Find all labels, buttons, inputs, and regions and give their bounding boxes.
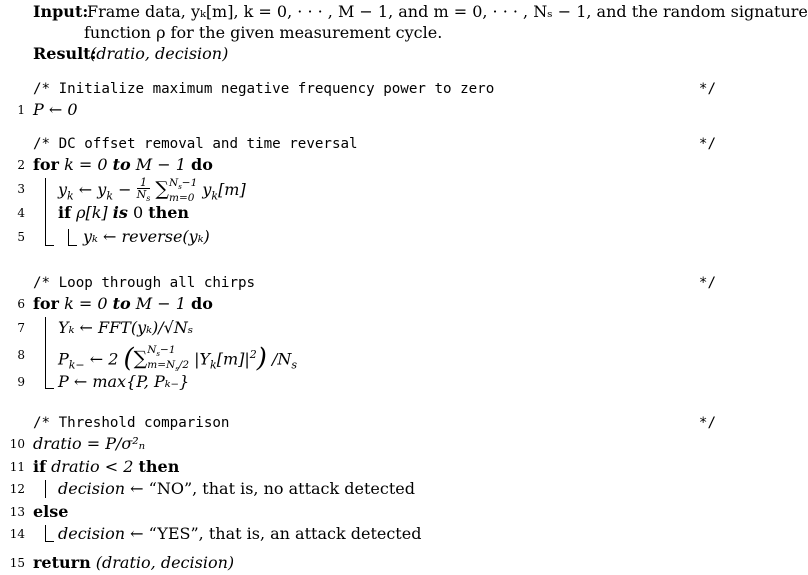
if-cond: ρ[k]: [76, 203, 108, 222]
do-keyword: do: [191, 294, 213, 313]
algo-line-1: [0, 98, 730, 122]
for-statement: [33, 292, 213, 316]
line-number: 9: [17, 375, 25, 389]
if-rho: [58, 201, 189, 225]
input-text-1: Frame data, yₖ[m], k = 0, · · · , M − 1, and m = 0, · · · , Nₛ − 1, and the random signature: [87, 2, 808, 21]
line-number: 4: [17, 206, 25, 220]
algo-line-2: [0, 153, 730, 177]
block-bar-else: [45, 525, 46, 542]
line-3-formula: $y_k$ ← $y_k$ − $\frac{1}{N_s}$ ∑ $N_s-1$ m=0 $y_k[m]$: [58, 176, 246, 204]
input-label: Input:: [33, 2, 89, 21]
block-hook-for1: [45, 245, 54, 246]
line-14-text: [58, 522, 421, 546]
comment-init-text: /* Initialize maximum negative frequency power to zero: [33, 81, 495, 97]
for-keyword: for: [33, 155, 59, 174]
line-number: 11: [9, 460, 25, 474]
algo-line-8: [0, 343, 730, 374]
input-text-2: function ρ for the given measurement cycle.: [84, 23, 443, 42]
line-number: 7: [17, 321, 25, 335]
else-keyword: else: [33, 502, 69, 521]
line-number: 8: [17, 348, 25, 362]
do-keyword: do: [191, 155, 213, 174]
for-end: M − 1: [135, 294, 186, 313]
algo-line-7: [0, 316, 730, 340]
line-number: 6: [17, 297, 25, 311]
if-keyword: if: [33, 457, 46, 476]
algo-line-14: [0, 522, 730, 546]
algo-line-10: [0, 432, 730, 456]
decision-var: decision: [58, 479, 126, 498]
line-8-formula: $P_{k-}$ ← 2 (∑ $N_s-1$ $m=N_s/2$ $|Y_k[m]|^2$) $/N_s$: [58, 343, 298, 374]
decision-var: decision: [58, 524, 126, 543]
if-cond: dratio < 2: [51, 457, 134, 476]
return-keyword: return: [33, 553, 91, 572]
block-bar-if2: [45, 480, 46, 498]
result-label: Result:: [33, 44, 97, 63]
block-bar-for1: [45, 178, 46, 246]
line-number: 15: [9, 556, 25, 570]
if-dratio: [33, 455, 179, 479]
zero: 0: [132, 203, 144, 222]
comment-close: */: [698, 275, 716, 291]
decision-no: ← “NO”, that is, no attack detected: [130, 479, 415, 498]
for-var: k = 0: [64, 294, 108, 313]
line-number: 3: [17, 182, 25, 196]
algo-line-9: [0, 370, 730, 394]
line-7-text: Yₖ ← FFT(yₖ)/√Nₛ: [58, 318, 194, 337]
line-10-text: dratio = P/σ²ₙ: [33, 434, 146, 453]
comment-threshold-text: /* Threshold comparison: [33, 415, 230, 431]
if-keyword: if: [58, 203, 71, 222]
comment-dc-text: /* DC offset removal and time reversal: [33, 136, 358, 152]
for-statement: [33, 153, 213, 177]
algo-line-15: [0, 551, 730, 575]
comment-close: */: [698, 415, 716, 431]
line-9-text: P ← max{P, Pₖ₋}: [58, 372, 190, 391]
line-1-text: P ← 0: [33, 100, 78, 119]
algo-line-12: [0, 477, 730, 501]
then-keyword: then: [148, 203, 190, 222]
algo-line-5: [0, 225, 730, 249]
result-value: (dratio, decision): [90, 44, 229, 63]
is-keyword: is: [112, 203, 128, 222]
line-number: 12: [9, 482, 25, 496]
block-hook-for2: [45, 388, 54, 389]
for-keyword: for: [33, 294, 59, 313]
algo-line-11: [0, 455, 730, 479]
to-keyword: to: [112, 294, 131, 313]
line-number: 10: [9, 437, 25, 451]
line-12-text: [58, 477, 415, 501]
for-var: k = 0: [64, 155, 108, 174]
return-value: (dratio, decision): [95, 553, 235, 572]
fraction: $\frac{1}{N_s}$: [136, 176, 151, 204]
block-hook-else: [45, 541, 54, 542]
line-number: 1: [17, 103, 25, 117]
for-end: M − 1: [135, 155, 186, 174]
line-number: 13: [9, 505, 25, 519]
algo-line-4: [0, 201, 730, 225]
comment-loop-text: /* Loop through all chirps: [33, 275, 256, 291]
line-number: 14: [9, 527, 25, 541]
block-hook-if1: [68, 245, 77, 246]
block-bar-if1: [68, 229, 69, 246]
comment-close: */: [698, 81, 716, 97]
comment-close: */: [698, 136, 716, 152]
line-number: 5: [17, 230, 25, 244]
algo-line-3: [0, 176, 730, 204]
line-number: 2: [17, 158, 25, 172]
result-line: [0, 42, 730, 66]
line-5-text: yₖ ← reverse(yₖ): [83, 227, 210, 246]
algo-line-6: [0, 292, 730, 316]
then-keyword: then: [138, 457, 180, 476]
block-bar-for2: [45, 317, 46, 389]
decision-yes: ← “YES”, that is, an attack detected: [130, 524, 422, 543]
algo-line-13: [0, 500, 730, 524]
return-statement: [33, 551, 234, 575]
to-keyword: to: [112, 155, 131, 174]
